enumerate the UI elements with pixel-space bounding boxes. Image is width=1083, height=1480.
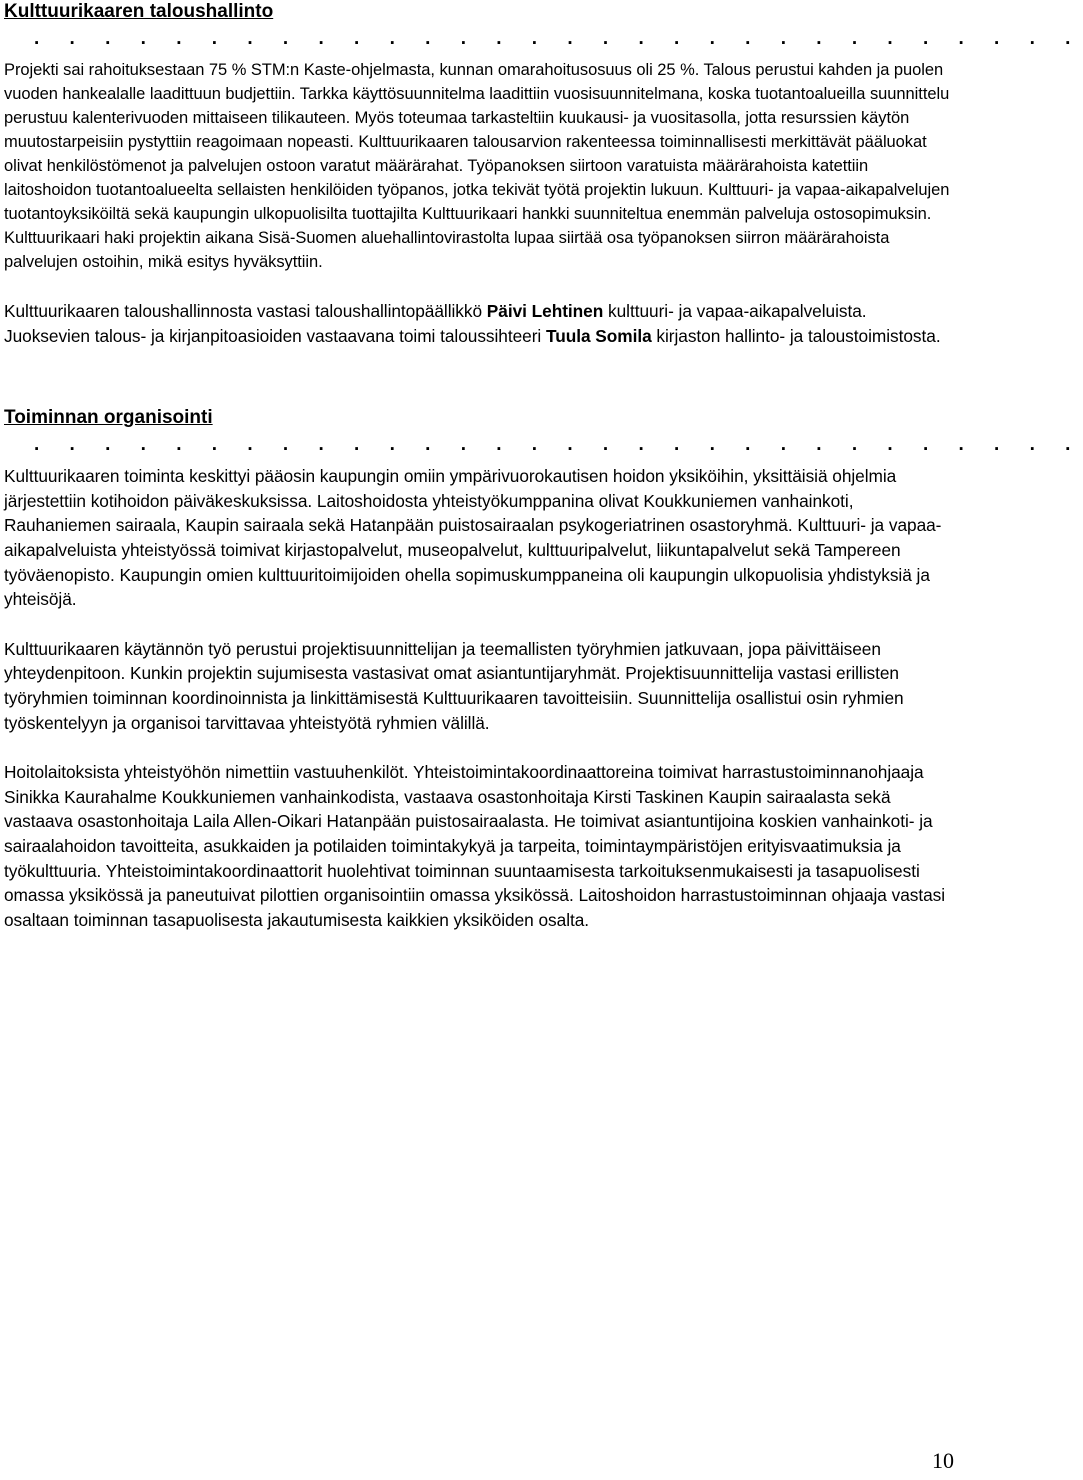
person-name-paivi-lehtinen: Päivi Lehtinen xyxy=(486,301,604,321)
dotted-separator: . . . . . . . . . . . . . . . . . . . . . . . . . . . . . . xyxy=(34,28,1083,49)
responsible-text-part2: kulttuuri- ja vapaa-aikapalveluista. Juoksevien talous- ja kirjanpitoasioiden vastaavana toimi taloussihteeri xyxy=(4,301,867,346)
person-name-tuula-somila: Tuula Somila xyxy=(545,325,652,346)
document-page xyxy=(4,0,1083,932)
paragraph-units: Kulttuurikaaren toiminta keskittyi pääosin kaupungin omiin ympärivuorokautisen hoidon yksiköihin, yksittäisiä ohjelmia järjestettiin kotihoidon päiväkeskuksissa. Laitoshoidosta yhteistyökumppanina olivat Koukkuniemen vanhainkoti, Rauhaniemen sairaala, Kaupin sairaala sekä Hatanpään puistosairaalan psykogeriatrinen osastoryhmä. Kulttuuri- ja vapaa-aikapalveluista yhteistyössä toimivat kirjastopalvelut, museopalvelut, kulttuuripalvelut, liikuntapalvelut sekä Tampereen työväenopisto. Kaupungin omien kulttuuritoimijoiden ohella sopimuskumppaneina oli kaupungin ulkopuolisia yhdistyksiä ja yhteisöjä. xyxy=(4,466,942,610)
paragraph-contacts: Hoitolaitoksista yhteistyöhön nimettiin vastuuhenkilöt. Yhteistoimintakoordinaattoreina toimivat harrastustoiminnanohjaaja Sinikka Kaurahalme Koukkuniemen vanhainkodista, vastaava osastonhoitaja Kirsti Taskinen Kaupin sairaalasta sekä vastaava osastonhoitaja Laila Allen-Oikari Hatanpään puistosairaalasta. He toimivat asiantuntijoina koskien vanhainkoti- ja sairaalahoidon tavoitteita, asukkaiden ja potilaiden toimintakykyä ja tarpeita, toimintaympäristöjen erityisvaatimuksia ja työkulttuuria. Yhteistoimintakoordinaattorit huolehtivat toiminnan suuntaamisesta tarkoituksenmukaisesti ja tasapuolisesti omassa yksikössä ja paneutuivat pilottien organisointiin omassa yksikössä. Laitoshoidon harrastustoiminnan ohjaaja vastasi osaltaan toiminnan tasapuolisesta jakautumisesta kaikkien yksiköiden osalta. xyxy=(4,762,946,930)
responsible-text-part1: Kulttuurikaaren taloushallinnosta vastasi taloushallintopäällikkö xyxy=(4,301,487,321)
paragraph-responsible xyxy=(4,299,954,348)
section-title-organisointi: Toiminnan organisointi xyxy=(4,407,213,429)
paragraph-workgroups: Kulttuurikaaren käytännön työ perustui projektisuunnittelijan ja teemallisten työryhmien jatkuvaan, jopa päivittäiseen yhteydenpitoon. Kunkin projektin sujumisesta vastasivat omat asiantuntijaryhmät. Projektisuunnittelija vastasi erillisten työryhmien toiminnan koordinoinnista ja linkittämisestä Kulttuurikaaren tavoitteisiin. Suunnittelija osallistui osin ryhmien työskentelyyn ja organisoi tarvittavaa yhteistyötä ryhmien välillä. xyxy=(4,638,904,733)
section-title-taloushallinto: Kulttuurikaaren taloushallinto xyxy=(4,1,274,22)
responsible-text-part3: kirjaston hallinto- ja taloustoimistosta. xyxy=(651,325,941,346)
page-number: 10 xyxy=(932,1448,954,1473)
dotted-separator: . . . . . . . . . . . . . . . . . . . . . . . . . . . . . . xyxy=(34,434,1083,456)
paragraph-funding: Projekti sai rahoituksestaan 75 % STM:n Kaste-ohjelmasta, kunnan omarahoitusosuus oli 25 %. Talous perustui kahden ja puolen vuoden hankealalle laadittuun budjettiin. Tarkka käyttösuunnitelma laadittiin vuosisuunnitelmana, koska tuotantoalueilla suunnittelu perustuu kalenterivuoden mittaiseen tilikauteen. Myös toteumaa tarkasteltiin kuukausi- ja vuositasolla, jotta resurssien käytön muutostarpeisiin pystyttiin reagoimaan nopeasti. Kulttuurikaaren talousarvion rakenteessa toiminnallisesti merkittävät pääluokat olivat henkilöstömenot ja palvelujen ostoon varatut määrärahat. Työpanoksen siirtoon varatuista määrärahoista katettiin laitoshoidon tuotantoalueelta sellaisten henkilöiden työpanos, jotka tekivät työtä projektin lukuun. Kulttuuri- ja vapaa-aikapalvelujen tuotantoyksiköiltä sekä kaupungin ulkopuolisilta tuottajilta Kulttuurikaari hankki suunniteltua enemmän palveluja ostosopimuksin. Kulttuurikaari haki projektin aikana Sisä-Suomen aluehallintovirastolta lupaa siirtää osa työpanoksen siirron määrärahoista palvelujen ostoihin, mikä esitys hyväksyttiin. xyxy=(4,61,950,271)
